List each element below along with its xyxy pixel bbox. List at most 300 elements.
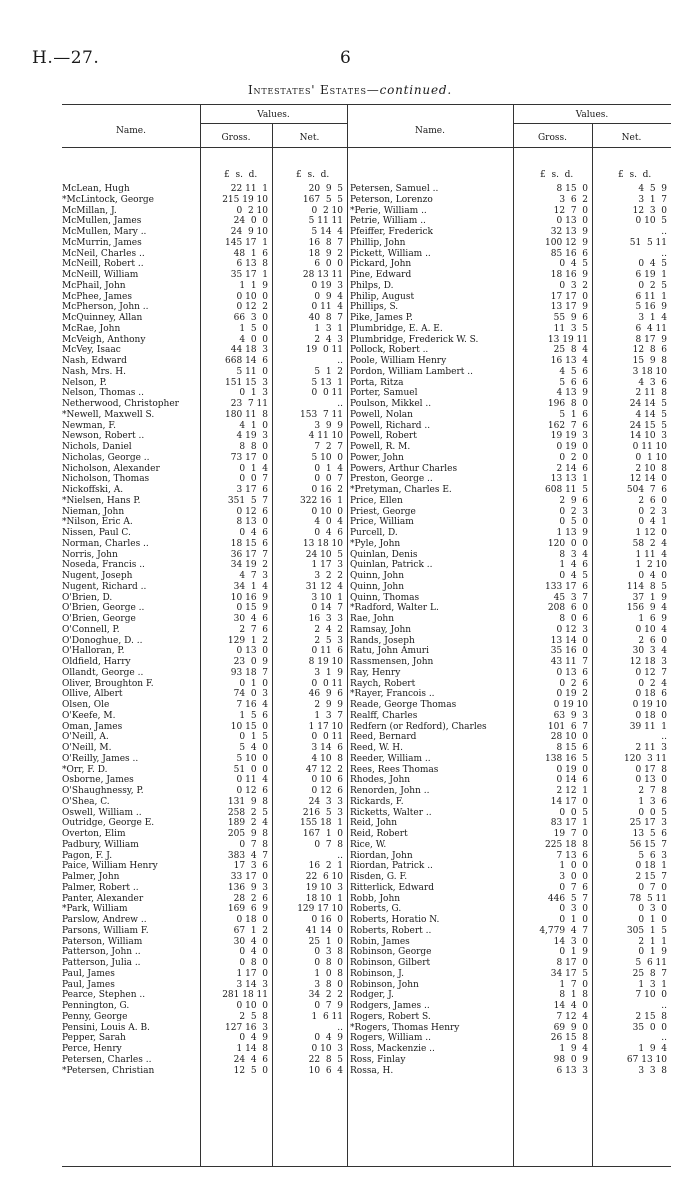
table-row	[0, 388, 700, 398]
net-value: ..	[661, 227, 667, 237]
table-row	[0, 216, 700, 226]
net-value: 305 1 5	[626, 925, 667, 936]
gross-value: 8 8 0	[239, 442, 268, 452]
net-value: 0 17 8	[635, 764, 667, 775]
estate-name: Ratu, John Amuri	[350, 646, 429, 657]
table-row	[0, 1066, 700, 1076]
estate-name: Rae, John	[350, 614, 395, 624]
gross-value: 7 12 4	[556, 1011, 588, 1022]
net-value: 2 7 8	[638, 786, 667, 796]
estate-name: McRae, John	[62, 323, 121, 334]
net-value: 0 0 11	[311, 388, 343, 399]
estate-name: Pickard, John	[350, 259, 412, 270]
estate-name: Power, John	[350, 452, 404, 463]
net-value: 2 11 8	[635, 388, 667, 399]
table-row	[0, 335, 700, 345]
net-value: 2 6 0	[638, 495, 667, 506]
gross-value: 44 18 3	[230, 345, 268, 356]
gross-value: 10 15 0	[230, 721, 268, 732]
gross-value: 5 10 0	[236, 753, 268, 764]
gross-value: 0 12 6	[236, 786, 268, 796]
net-value: 1 12 0	[635, 528, 667, 538]
estate-name: Netherwood, Christopher	[62, 399, 179, 409]
gross-value: 33 17 0	[230, 872, 268, 882]
gross-value: 3 0 0	[559, 872, 588, 882]
net-value: 2 1 1	[638, 936, 667, 947]
gross-value: 5 11 0	[236, 366, 268, 377]
estate-name: McMurrin, James	[62, 237, 142, 248]
gross-value: 0 14 6	[556, 775, 588, 786]
gross-value: 8 13 0	[236, 517, 268, 528]
estate-name: Reade, George Thomas	[350, 700, 457, 710]
net-value: 0 10 6	[311, 775, 343, 786]
net-value: 156 9 4	[626, 603, 667, 614]
estate-name: Powell, R. M.	[350, 442, 411, 452]
gross-value: 1 4 6	[559, 560, 588, 571]
estate-name: Powers, Arthur Charles	[350, 463, 458, 474]
estate-name: Plumbridge, E. A. E.	[350, 323, 443, 334]
table-row	[0, 571, 700, 581]
table-row	[0, 1001, 700, 1011]
gross-value: 34 19 2	[230, 560, 268, 571]
estate-name: Roberts, Robert ..	[350, 925, 432, 936]
gross-value: 0 4 0	[239, 947, 268, 958]
estate-name: McQuinney, Allan	[62, 313, 143, 323]
estate-name: McPherson, John ..	[62, 302, 149, 313]
estate-name: O'Keefe, M.	[62, 710, 116, 721]
table-row	[0, 582, 700, 592]
table-row	[0, 517, 700, 527]
table-row	[0, 679, 700, 689]
gross-value: 101 6 7	[547, 721, 588, 732]
estate-name: *Pyle, John	[350, 538, 401, 549]
gross-value: 100 12 9	[545, 237, 588, 248]
estate-name: Newson, Robert ..	[62, 431, 145, 442]
estate-name: McNeil, Charles ..	[62, 248, 145, 259]
gross-value: 0 2 6	[559, 678, 588, 689]
table-row	[0, 937, 700, 947]
estate-name: Parsons, William F.	[62, 925, 149, 936]
estate-name: Riordan, John	[350, 850, 413, 861]
estate-name: Reid, Robert	[350, 829, 408, 839]
estate-name: *Nilson, Eric A.	[62, 517, 133, 528]
estate-name: Poulson, Mikkel ..	[350, 399, 432, 409]
gross-value: 1 0 0	[559, 861, 588, 872]
gross-value: 351 5 7	[227, 495, 268, 506]
gross-value: 0 3 0	[559, 904, 588, 915]
net-value: 5 10 0	[311, 452, 343, 463]
net-value: 0 16 2	[311, 485, 343, 495]
net-value: 4 10 8	[311, 753, 343, 764]
table-row	[0, 754, 700, 764]
net-value: 1 3 6	[638, 796, 667, 807]
gross-value: 0 1 0	[239, 678, 268, 689]
gross-value: 98 0 9	[553, 1054, 588, 1065]
net-value: 0 10 4	[635, 624, 667, 635]
estate-name: Porter, Samuel	[350, 388, 418, 399]
net-value: 1 6 11	[311, 1011, 343, 1022]
net-value: 504 7 6	[626, 485, 667, 495]
net-value: 40 8 7	[308, 313, 343, 323]
estate-name: O'Brien, George ..	[62, 603, 145, 614]
estate-name: O'Brien, D.	[62, 592, 113, 603]
net-value: 2 5 3	[314, 635, 343, 646]
estate-name: Robinson, J.	[350, 968, 404, 979]
net-value: 13 18 10	[302, 538, 343, 549]
estate-name: Philps, D.	[350, 280, 394, 291]
estate-name: O'Shaughnessy, P.	[62, 786, 144, 796]
net-value: ..	[337, 1022, 343, 1033]
page-reference: H.—27.	[32, 48, 100, 68]
estate-name: Nash, Edward	[62, 356, 127, 366]
title-main: Intestates' Estates	[248, 83, 367, 97]
estate-name: Nicholson, Alexander	[62, 463, 160, 474]
gross-value: 2 9 6	[559, 495, 588, 506]
net-value: 0 2 3	[638, 506, 667, 517]
net-value: 3 2 2	[314, 571, 343, 581]
net-value: 6 0 0	[314, 259, 343, 270]
net-value: 5 13 1	[311, 377, 343, 388]
table-row	[0, 356, 700, 366]
net-value: 5 16 9	[635, 302, 667, 313]
estate-name: O'Reilly, James ..	[62, 753, 139, 764]
gross-value: 6 13 8	[236, 259, 268, 270]
net-value: 24 14 5	[629, 399, 667, 409]
gross-value: 1 5 6	[239, 710, 268, 721]
gross-value: 16 13 4	[550, 356, 588, 366]
table-row	[0, 894, 700, 904]
estate-name: Ross, Mackenzie ..	[350, 1044, 435, 1054]
net-value: ..	[661, 732, 667, 743]
table-row	[0, 1023, 700, 1033]
gross-value: 0 4 9	[239, 1033, 268, 1044]
gross-value: 151 15 3	[225, 377, 268, 388]
gross-value: 7 16 4	[236, 700, 268, 710]
gross-value: 13 13 1	[550, 474, 588, 485]
net-value: 51 5 11	[629, 237, 667, 248]
estate-name: Poole, William Henry	[350, 356, 447, 366]
estate-name: Olsen, Ole	[62, 700, 110, 710]
net-value: 0 8 0	[314, 958, 343, 968]
estate-name: Pensini, Louis A. B.	[62, 1022, 150, 1033]
gross-value: 17 17 0	[550, 291, 588, 302]
estate-name: Pearce, Stephen ..	[62, 990, 146, 1001]
estate-name: Osborne, James	[62, 775, 134, 786]
estate-name: Norris, John	[62, 549, 118, 560]
estate-name: Phillips, S.	[350, 302, 399, 313]
table-row	[0, 689, 700, 699]
gross-value: 1 9 4	[559, 1044, 588, 1054]
estate-name: Penny, George	[62, 1011, 128, 1022]
net-value: 3 10 1	[311, 592, 343, 603]
gross-value: 18 16 9	[550, 270, 588, 280]
estate-name: Palmer, John	[62, 872, 120, 882]
estate-name: Roberts, G.	[350, 904, 402, 915]
table-row	[0, 593, 700, 603]
table-row	[0, 883, 700, 893]
estate-name: Oliver, Broughton F.	[62, 678, 154, 689]
top-rule	[62, 104, 671, 105]
estate-name: *Petersen, Christian	[62, 1065, 155, 1076]
net-value: 0 4 0	[638, 571, 667, 581]
net-value: 14 10 3	[629, 431, 667, 442]
gross-value: 0 12 3	[556, 624, 588, 635]
estate-name: Patterson, Julia ..	[62, 958, 141, 968]
gross-value: 0 10 0	[236, 291, 268, 302]
net-value: 46 9 6	[308, 689, 343, 700]
net-value: ..	[661, 248, 667, 259]
estate-name: Rassmensen, John	[350, 657, 434, 667]
estate-name: Peterson, Lorenzo	[350, 194, 433, 205]
net-value: 24 3 3	[308, 796, 343, 807]
estate-name: Panter, Alexander	[62, 893, 144, 904]
net-value: 3 1 9	[314, 667, 343, 678]
gross-value: 35 17 1	[230, 270, 268, 280]
gross-value: 85 16 6	[550, 248, 588, 259]
estate-name: Reeder, William ..	[350, 753, 431, 764]
net-value: 0 9 4	[314, 291, 343, 302]
net-value: 19 0 11	[305, 345, 343, 356]
gross-value: 30 4 6	[233, 614, 268, 624]
net-value: ..	[337, 356, 343, 366]
estate-name: Robin, James	[350, 936, 410, 947]
gross-value: 43 11 7	[550, 657, 588, 667]
estate-name: *Orr, F. D.	[62, 764, 108, 775]
gross-value: 145 17 1	[225, 237, 268, 248]
estate-name: Padbury, William	[62, 839, 139, 850]
net-value: 56 15 7	[629, 839, 667, 850]
table-row	[0, 238, 700, 248]
estate-name: McVeigh, Anthony	[62, 334, 146, 345]
estate-name: Philip, August	[350, 291, 415, 302]
estate-name: O'Halloran, P.	[62, 646, 125, 657]
gross-value: 34 17 5	[550, 968, 588, 979]
net-value: ..	[661, 1001, 667, 1011]
table-row	[0, 797, 700, 807]
gross-value: 0 11 4	[236, 775, 268, 786]
net-value: 0 1 0	[638, 915, 667, 925]
gross-value: 258 2 5	[227, 807, 268, 818]
net-value: 5 6 11	[635, 958, 667, 968]
gross-value: 24 4 6	[233, 1054, 268, 1065]
gross-value: 8 17 0	[556, 958, 588, 968]
table-row	[0, 614, 700, 624]
estate-name: Redfern (or Redford), Charles	[350, 721, 487, 732]
net-value: 12 3 0	[632, 205, 667, 216]
gross-value: 17 3 6	[233, 861, 268, 872]
table-row	[0, 872, 700, 882]
estate-name: Rodgers, James ..	[350, 1001, 430, 1011]
estate-name: *Rayer, Francois ..	[350, 689, 435, 700]
estate-name: Pike, James P.	[350, 313, 413, 323]
gross-value: 1 1 9	[239, 280, 268, 291]
net-value: 4 0 4	[314, 517, 343, 528]
table-row	[0, 184, 700, 194]
net-value: 4 11 10	[308, 431, 343, 442]
estate-name: McNeill, Robert ..	[62, 259, 144, 270]
gross-value: 2 12 1	[556, 786, 588, 796]
table-row	[0, 399, 700, 409]
net-value: 0 0 5	[638, 807, 667, 818]
table-row	[0, 292, 700, 302]
table-row	[0, 700, 700, 710]
estate-name: Nichols, Daniel	[62, 442, 132, 452]
table-row	[0, 410, 700, 420]
currency-net-right: £ s. d.	[618, 170, 652, 180]
gross-value: 83 17 1	[550, 818, 588, 829]
estate-name: *Rogers, Thomas Henry	[350, 1022, 460, 1033]
gross-value: 1 7 0	[559, 979, 588, 990]
gross-value: 1 5 0	[239, 323, 268, 334]
net-value: 31 12 4	[305, 581, 343, 592]
gross-value: 0 4 5	[559, 259, 588, 270]
net-value: 0 2 4	[638, 678, 667, 689]
net-value: 25 1 0	[308, 936, 343, 947]
net-value: 1 6 9	[638, 614, 667, 624]
net-value: 6 19 1	[635, 270, 667, 280]
gross-value: 28 10 0	[550, 732, 588, 743]
gross-value: 2 5 8	[239, 1011, 268, 1022]
net-value: 0 1 9	[638, 947, 667, 958]
estate-name: Purcell, D.	[350, 528, 398, 538]
currency-net-left: £ s. d.	[296, 170, 330, 180]
estate-name: Oman, James	[62, 721, 123, 732]
gross-value: 1 17 0	[236, 968, 268, 979]
net-value: 37 1 9	[632, 592, 667, 603]
net-value: 0 18 1	[635, 861, 667, 872]
gross-value: 8 1 8	[559, 990, 588, 1001]
gross-value: 0 10 0	[236, 1001, 268, 1011]
table-row	[0, 206, 700, 216]
gross-value: 13 19 11	[547, 334, 588, 345]
estate-name: O'Donoghue, D. ..	[62, 635, 143, 646]
table-row	[0, 829, 700, 839]
net-value: 3 3 8	[638, 1065, 667, 1076]
gross-value: 0 13 6	[556, 667, 588, 678]
net-value: 22 6 10	[305, 872, 343, 882]
estate-name: Pordon, William Lambert ..	[350, 366, 473, 377]
gross-value: 225 18 8	[545, 839, 588, 850]
estate-name: Ross, Finlay	[350, 1054, 406, 1065]
gross-value: 0 12 6	[236, 506, 268, 517]
gross-value: 12 7 0	[553, 205, 588, 216]
net-value: 12 14 0	[629, 474, 667, 485]
estate-name: Pine, Edward	[350, 270, 412, 280]
table-row	[0, 980, 700, 990]
estate-name: Petersen, Charles ..	[62, 1054, 152, 1065]
estate-name: Robb, John	[350, 893, 401, 904]
table-title	[0, 83, 700, 97]
estate-name: Overton, Elim	[62, 829, 126, 839]
estate-name: Rands, Joseph	[350, 635, 415, 646]
net-value: 5 11 11	[308, 216, 343, 227]
net-value: 0 10 0	[311, 506, 343, 517]
estate-name: Pickett, William ..	[350, 248, 431, 259]
table-row	[0, 947, 700, 957]
page-number: 6	[340, 48, 351, 68]
net-value: 58 2 4	[632, 538, 667, 549]
estate-name: Paul, James	[62, 968, 115, 979]
net-value: 20 9 5	[308, 184, 343, 194]
gross-value: 138 16 5	[545, 753, 588, 764]
net-value: 0 14 7	[311, 603, 343, 614]
estate-name: Plumbridge, Frederick W. S.	[350, 334, 479, 345]
net-value: 18 9 2	[308, 248, 343, 259]
net-value: 4 3 6	[638, 377, 667, 388]
table-row	[0, 345, 700, 355]
gross-value: 19 7 0	[553, 829, 588, 839]
net-value: 16 3 3	[308, 614, 343, 624]
gross-value: 34 1 4	[233, 581, 268, 592]
gross-value: 0 7 6	[559, 882, 588, 893]
net-value: 1 17 3	[311, 560, 343, 571]
estate-name: Ollandt, George ..	[62, 667, 144, 678]
gross-value: 0 5 0	[559, 517, 588, 528]
net-value: 2 6 0	[638, 635, 667, 646]
estate-name: Palmer, Robert ..	[62, 882, 139, 893]
table-row	[0, 474, 700, 484]
gross-value: 0 8 0	[239, 958, 268, 968]
net-value: 0 4 6	[314, 528, 343, 538]
estate-name: O'Neill, M.	[62, 743, 112, 753]
gross-value: 8 15 6	[556, 743, 588, 753]
net-value: 0 12 6	[311, 786, 343, 796]
estate-name: Reid, John	[350, 818, 398, 829]
gross-value: 5 6 6	[559, 377, 588, 388]
estate-name: McMillan, J.	[62, 205, 117, 216]
net-value: 34 2 2	[308, 990, 343, 1001]
gross-value: 14 17 0	[550, 796, 588, 807]
gross-value: 0 3 2	[559, 280, 588, 291]
gross-value: 0 2 3	[559, 506, 588, 517]
estate-name: Roberts, Horatio N.	[350, 915, 440, 925]
net-value: 78 5 11	[629, 893, 667, 904]
estate-name: Ramsay, John	[350, 624, 412, 635]
net-value: 120 3 11	[624, 753, 667, 764]
net-value: 39 11 1	[629, 721, 667, 732]
net-value: 6 4 11	[635, 323, 667, 334]
header-values-left: Values.	[257, 110, 290, 120]
net-value: 1 2 10	[635, 560, 667, 571]
net-value: 1 11 4	[635, 549, 667, 560]
net-value: 0 19 3	[311, 280, 343, 291]
table-row	[0, 840, 700, 850]
estate-name: Newman, F.	[62, 420, 117, 431]
net-value: 114 8 5	[626, 581, 667, 592]
table-row	[0, 485, 700, 495]
estate-name: Pennington, G.	[62, 1001, 130, 1011]
gross-value: 1 14 8	[236, 1044, 268, 1054]
estate-name: Quinn, John	[350, 581, 404, 592]
gross-value: 3 17 6	[236, 485, 268, 495]
estate-name: Nicholas, George ..	[62, 452, 150, 463]
gross-value: 0 7 8	[239, 839, 268, 850]
estate-name: Rickards, F.	[350, 796, 404, 807]
estate-name: McNeill, William	[62, 270, 139, 280]
table-row	[0, 324, 700, 334]
header-gross-right: Gross.	[537, 133, 567, 143]
gross-value: 0 19 0	[556, 764, 588, 775]
net-value: 0 16 0	[311, 915, 343, 925]
currency-gross-left: £ s. d.	[224, 170, 258, 180]
table-row	[0, 249, 700, 259]
gross-value: 0 12 2	[236, 302, 268, 313]
gross-value: 8 0 6	[559, 614, 588, 624]
estate-name: *Radford, Walter L.	[350, 603, 439, 614]
gross-value: 26 15 8	[550, 1033, 588, 1044]
gross-value: 189 2 4	[227, 818, 268, 829]
gross-value: 0 2 10	[236, 205, 268, 216]
